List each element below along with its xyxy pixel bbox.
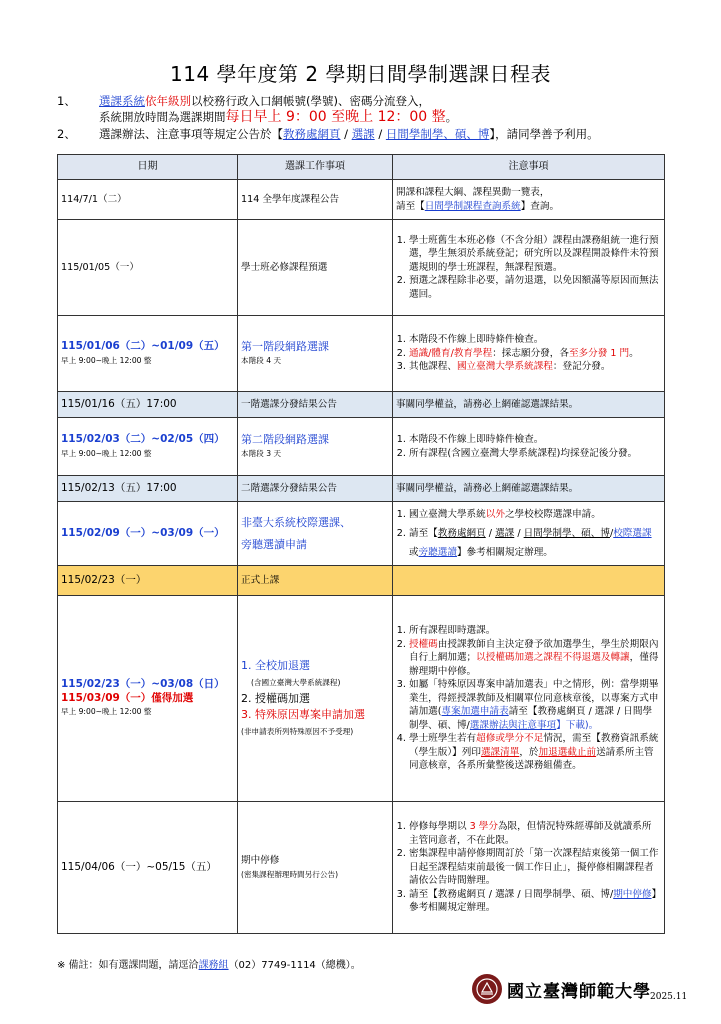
note-text: 】參考相關規定辦理。 — [409, 888, 657, 914]
table-row — [58, 180, 665, 220]
task-title: 第一階段網路選課 — [241, 339, 329, 353]
academic-affairs-link[interactable]: 教務處網頁 — [283, 127, 341, 141]
add-only-date: 115/03/09（一）僅得加選 — [61, 691, 194, 704]
row-notes — [393, 220, 665, 316]
footnote-text: ※ 備註：如有選課問題，請逕洽 — [57, 960, 199, 971]
intro-number: 2、 — [57, 127, 76, 141]
login-text: 以校務行政入口網帳號(學號)、密碼分流登入， — [191, 94, 430, 108]
note-text: 情況，需至【教務資訊系統（學生版）】列印 — [409, 733, 659, 758]
note-item: 2. 請至【教務處網頁 / 選課 / 日間學制學、碩、博/校際選課或旁聽選讀】參考相關規定辦理。 — [409, 524, 661, 562]
course-system-link[interactable]: 選課系統 — [99, 94, 145, 108]
note-text: ，僅得辦理期中停修。 — [409, 652, 659, 677]
university-logo — [472, 974, 651, 1004]
note-text: 】參考相關規定辦理。 — [456, 547, 553, 558]
table-row — [58, 316, 665, 392]
note-item — [409, 732, 661, 773]
note-text: 停修每學期以 — [409, 821, 470, 833]
table-row — [58, 502, 665, 566]
row-task — [238, 502, 393, 566]
note-item: 2. 預選之課程除非必要，請勿退選，以免因額滿等原因而無法選回。 — [409, 274, 661, 301]
date-range: 115/01/06（二）~01/09（五） — [61, 340, 225, 352]
note-item: 1. 本階段不作線上即時條件檢查。 — [409, 333, 661, 347]
intercollegiate-link[interactable]: 校際選課 — [613, 528, 652, 539]
note-item — [409, 360, 661, 374]
note-item — [409, 888, 661, 915]
note-line: 請至【 — [396, 200, 425, 212]
note-text: ，於 — [519, 746, 539, 758]
rules-link[interactable]: 選課辦法與注意事項 — [469, 719, 557, 731]
row-date — [58, 418, 238, 476]
row-date: 115/04/06（一）~05/15（五） — [58, 802, 238, 934]
separator: / — [340, 127, 352, 141]
task-sub: 本階段 4 天 — [241, 356, 282, 365]
row-notes — [393, 180, 665, 220]
audit-link[interactable]: 旁聽選讀 — [418, 547, 457, 558]
note-item — [409, 505, 661, 524]
row-task — [238, 802, 393, 934]
university-name: 國立臺灣師範大學 — [507, 981, 651, 1002]
note-text: 請至【 — [409, 528, 438, 539]
note-text: 為限，但情況特殊經導師及就讀系所主管同意者，不在此限。 — [409, 821, 652, 846]
row-notes — [393, 566, 665, 596]
note-item — [409, 638, 661, 679]
note-item — [409, 347, 661, 361]
note-item: 1. 所有課程即時選課。 — [409, 624, 661, 638]
max-one: 至多分發 1 門 — [568, 347, 630, 359]
note-text: 送請系所主管同意核章，各系所彙整後送課務組備查。 — [409, 746, 654, 772]
course-office-link[interactable]: 課務組 — [198, 960, 229, 971]
row-date — [58, 316, 238, 392]
deadline-text: 加退選截止前 — [538, 746, 597, 758]
special-form-link[interactable]: 專案加選申請表 — [441, 706, 509, 718]
no-drop-text: 以授權碼加選之課程不得退選及轉讓 — [476, 652, 630, 664]
row-task: 114 全學年度課程公告 — [238, 180, 393, 220]
table-row — [58, 392, 665, 418]
note-text: ：登記分發。 — [552, 361, 611, 373]
note-line: 開課和課程大綱、課程異動一覽表， — [396, 187, 550, 198]
row-notes — [393, 802, 665, 934]
task-sub: 本階段 3 天 — [241, 449, 282, 458]
course-list-text: 選課清單 — [480, 746, 520, 758]
date-range: 115/02/03（二）~02/05（四） — [61, 433, 225, 445]
date-stamp: 2025.11 — [650, 992, 688, 1002]
credit-limit: 3 學分 — [469, 821, 498, 833]
row-notes: 事關同學權益，請務必上網確認選課結果。 — [393, 392, 665, 418]
day-program-link[interactable]: 日間學制學、碩、博 — [385, 127, 490, 141]
footnote-text: （02）7749-1114（總機）。 — [228, 960, 361, 971]
note-text: 請至【教務處網頁 / 選課 / 日間學制學、碩、博/ — [409, 706, 653, 731]
overload-text: 超修或學分不足 — [476, 733, 544, 745]
note-item: 1. 學士班舊生本班必修（不含分組）課程由課務組統一進行預選，學生無須於系統登記；研究所以及課程開設條件未符預選規則的學士班課程，無課程預選。 — [409, 234, 661, 275]
note-item — [409, 820, 661, 847]
daily-time: 早上 9:00~晚上 12:00 整 — [61, 448, 152, 458]
note-item: 2. 所有課程(含國立臺灣大學系統課程)均採登記後分發。 — [409, 447, 661, 461]
day-program-link[interactable]: 日間學制學、碩、博 — [523, 528, 610, 539]
task-title: 旁聽選讀申請 — [241, 537, 307, 551]
row-date — [58, 596, 238, 802]
period: 。 — [445, 110, 458, 124]
table-header-row — [58, 155, 665, 180]
rules-suffix: 】，請同學善予利用。 — [489, 127, 599, 141]
header-task: 選課工作事項 — [238, 155, 393, 180]
task-sub: (非申請表所列特殊原因不予受理) — [241, 726, 354, 736]
note-text: 其他課程、 — [409, 361, 457, 373]
row-date: 115/02/09（一）~03/09（一） — [58, 502, 238, 566]
row-task: 一階選課分發結果公告 — [238, 392, 393, 418]
table-row — [58, 596, 665, 802]
auth-code: 授權碼 — [409, 638, 438, 650]
note-item — [409, 678, 661, 732]
date-range: 115/02/23（一）~03/08（日） — [61, 678, 225, 691]
row-date: 115/02/23（一） — [58, 566, 238, 596]
note-text: ：採志願分發，各 — [492, 347, 569, 359]
table-row — [58, 220, 665, 316]
note-text: 國立臺灣大學系統 — [409, 509, 486, 520]
daily-time: 早上 9:00~晚上 12:00 整 — [61, 707, 152, 717]
task-title: 1. 全校加退選 — [241, 658, 310, 672]
daily-time: 早上 9:00~晚上 12:00 整 — [61, 355, 152, 365]
general-courses: 通識/體育/教育學程 — [409, 347, 493, 359]
note-text: 或 — [409, 547, 419, 558]
task-sub: (密集課程辦理時間另行公告) — [241, 869, 339, 879]
row-notes — [393, 502, 665, 566]
row-task: 學士班必修課程預選 — [238, 220, 393, 316]
note-text: 由授課教師自主決定發予欲加選學生，學生於期限內自行上網加選； — [409, 638, 659, 664]
table-row — [58, 418, 665, 476]
row-notes — [393, 596, 665, 802]
open-time-value: 每日早上 9：00 至晚上 12：00 整 — [225, 109, 446, 125]
row-task — [238, 316, 393, 392]
footnote — [57, 956, 361, 971]
row-task: 正式上課 — [238, 566, 393, 596]
separator: / — [374, 127, 386, 141]
ntu-system: 國立臺灣大學系統課程 — [456, 361, 553, 373]
row-date: 114/7/1（二） — [58, 180, 238, 220]
row-date: 115/01/05（一） — [58, 220, 238, 316]
academic-affairs-link[interactable]: 教務處網頁 — [437, 528, 486, 539]
page-title: 114 學年度第 2 學期日間學制選課日程表 — [170, 62, 551, 86]
row-task: 二階選課分發結果公告 — [238, 476, 393, 502]
table-row — [58, 566, 665, 596]
withdrawal-link[interactable]: 期中停修 — [613, 888, 652, 900]
intro-number: 1、 — [57, 94, 76, 108]
outside-text: 以外 — [485, 509, 505, 520]
note-text: 。 — [629, 347, 639, 359]
note-text: 請至【教務處網頁 / 選課 / 日間學制學、碩、博/ — [409, 888, 614, 900]
note-text: 學士班學生若有 — [409, 733, 477, 745]
header-notes: 注意事項 — [393, 155, 665, 180]
task-title: 第二階段網路選課 — [241, 432, 329, 446]
note-text: 】下載)。 — [556, 719, 599, 731]
course-selection-link[interactable]: 選課 — [495, 528, 515, 539]
grade-split-text: 依年級別 — [145, 94, 191, 108]
course-selection-link[interactable]: 選課 — [351, 127, 375, 141]
header-date: 日期 — [58, 155, 238, 180]
task-sub: (含國立臺灣大學系統課程) — [251, 677, 341, 687]
row-date: 115/01/16（五）17:00 — [58, 392, 238, 418]
note-text: 如屬「特殊原因專案申請加選表」中之情形，例：當學期畢業生，得經授課教師及相關單位同意核章後，以專案方式申請加選( — [409, 679, 659, 718]
row-notes — [393, 316, 665, 392]
note-item: 2. 密集課程申請停修期間訂於「第一次課程結束後第一個工作日起至課程結束前最後一個工作日止」，擬停修相關課程者請依公告時間辦理。 — [409, 847, 661, 888]
ntnu-seal-icon — [472, 974, 502, 1004]
task-title: 非臺大系統校際選課、 — [241, 515, 351, 529]
row-notes: 事關同學權益，請務必上網確認選課結果。 — [393, 476, 665, 502]
task-title: 2. 授權碼加選 — [241, 691, 310, 705]
open-time-label: 系統開放時間為選課期間 — [99, 110, 226, 124]
task-title: 期中停修 — [241, 855, 280, 866]
row-notes — [393, 418, 665, 476]
row-task — [238, 418, 393, 476]
schedule-table — [57, 154, 665, 934]
course-query-link[interactable]: 日間學制課程查詢系統 — [424, 200, 521, 212]
row-date: 115/02/13（五）17:00 — [58, 476, 238, 502]
note-item: 1. 本階段不作線上即時條件檢查。 — [409, 433, 661, 447]
rules-prefix: 選課辦法、注意事項等規定公告於【 — [99, 127, 283, 141]
table-row — [58, 476, 665, 502]
task-title: 3. 特殊原因專案申請加選 — [241, 707, 365, 721]
row-task — [238, 596, 393, 802]
note-text: 之學校校際選課申請。 — [504, 509, 601, 520]
note-line: 】查詢。 — [520, 200, 560, 212]
table-row — [58, 802, 665, 934]
